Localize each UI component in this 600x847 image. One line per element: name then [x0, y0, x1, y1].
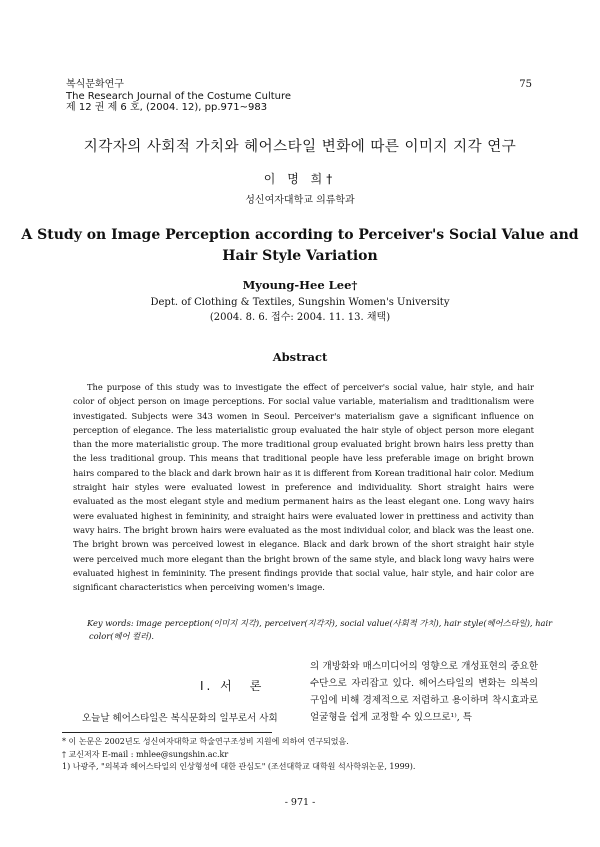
affiliation-en: Dept. of Clothing & Textiles, Sungshin Women's University [150, 297, 450, 308]
journal-header [66, 79, 291, 114]
author-en: Myoung-Hee Lee† [242, 278, 358, 292]
title-en [0, 225, 600, 267]
keywords: Key words: image perception(이미지 지각), perceiver(지각자), social value(사회적 가치), hair style(헤어스타일), hair color(헤어 컬러). [87, 618, 553, 641]
footnote-funding: * 이 논문은 2002년도 성신여자대학교 학술연구조성비 지원에 의하여 연구되었음. [62, 737, 349, 746]
journal-name-kr: 복식문화연구 [66, 79, 124, 90]
footnote-divider [62, 732, 272, 733]
title-en-line-2: Hair Style Variation [222, 248, 378, 264]
received-dates: (2004. 8. 6. 접수: 2004. 11. 13. 채택) [209, 312, 391, 323]
footnotes [62, 736, 542, 774]
title-kr: 지각자의 사회적 가치와 헤어스타일 변화에 따른 이미지 지각 연구 [83, 139, 517, 155]
author-kr: 이 명 희† [263, 172, 337, 186]
footnote-email: † 교신저자 E-mail : mhlee@sungshin.ac.kr [62, 749, 229, 759]
body-text-left-column: 오늘날 헤어스타일은 복식문화의 일부로서 사회 [82, 713, 278, 724]
abstract-body: The purpose of this study was to investigate the effect of perceiver's social value, hair style, and hair color of object person on image perceptions. For social value variable, materialism and traditionalism were investigated. Subjects were 343 women in Seoul. Perceiver's materialism gave a significant influence on perception of elegance. The less materialistic group evaluated the hair style of object person more elegant than the more materialistic group. The more traditional group evaluated bright brown hairs less pretty than the less traditional group. This means that traditional people have less preferable image on bright brown hairs compared to the black and dark brown hair as it is different from Korean traditional hair color. Medium straight hair styles were evaluated lowest in preference and individuality. Short straight hairs were evaluated as the most elegant style and medium permanent hairs as the least elegant one. Long wavy hairs were evaluated highest in femininity, and straight hairs were evaluated lower in prettiness and activity than wavy hairs. The bright brown hairs were evaluated as the most individual color, and black was the least one. The bright brown was perceived lowest in elegance. Black and dark brown of the short straight hair style were perceived much more elegant than the bright brown of the same style, and black long wavy hairs were evaluated highest in femininity. The present findings provide that social value, hair style, and hair color are significant characteristics when perceiving women's image. [73, 382, 534, 593]
section-heading-introduction: I. 서 론 [200, 679, 265, 693]
body-text-right-column: 의 개방화와 매스미디어의 영향으로 개성표현의 중요한 수단으로 자리잡고 있다. 헤어스타일의 변화는 의복의 구입에 비해 경제적으로 저렴하고 용이하며 착시효과로 얼굴형을 쉽게 교정할 수 있으므로¹⁾, 특 [310, 661, 538, 723]
journal-volume: 제 12 권 제 6 호, (2004. 12), pp.971~983 [66, 102, 268, 113]
abstract-heading: Abstract [272, 350, 328, 364]
page-number-bottom: - 971 - [284, 797, 316, 808]
page-number-top: 75 [519, 79, 532, 90]
title-en-line-1: A Study on Image Perception according to Perceiver's Social Value and [21, 227, 579, 243]
footnote-reference-1: 1) 나광주, "의복과 헤어스타일의 인상형성에 대한 관심도" (조선대학교 대학원 석사학위논문, 1999). [62, 762, 416, 771]
affiliation-kr: 성신여자대학교 의류학과 [245, 195, 355, 206]
journal-name-en: The Research Journal of the Costume Culture [66, 90, 292, 102]
affiliation-block [0, 295, 600, 325]
